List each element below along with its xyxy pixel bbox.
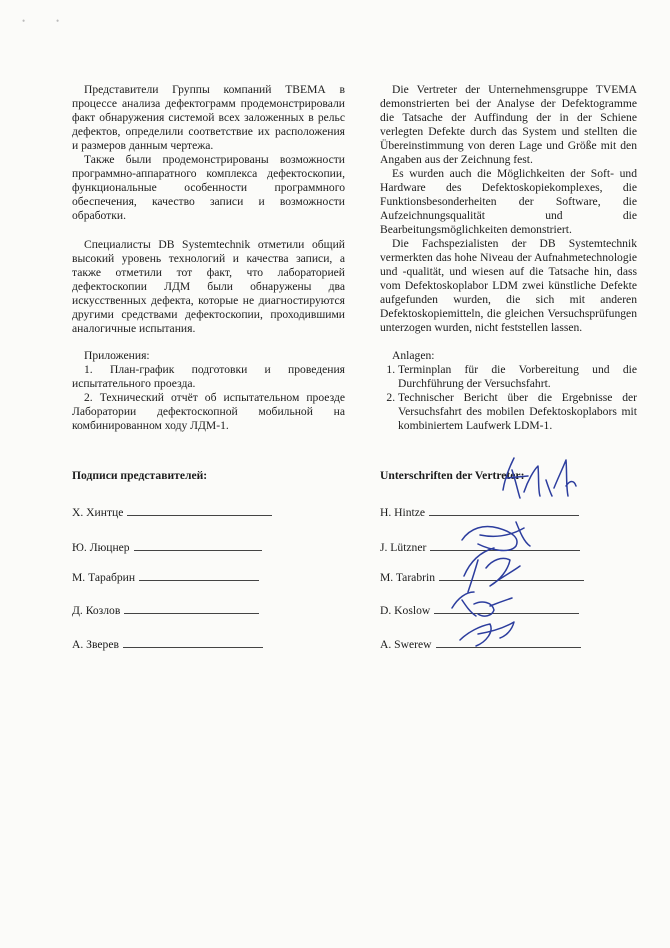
right-signature-line (380, 570, 584, 585)
right-attachments-list (380, 363, 637, 433)
right-attachment-2: 2. Technischer Bericht über die Ergebnisse der Versuchsfahrt des mobilen Defektoskoplabors mit kombiniertem Laufwerk LDM-1. (398, 391, 637, 433)
left-paragraph-3: Специалисты DB Systemtechnik отметили общий высокий уровень технологий и качества записи, а также отметили тот факт, что лабораторией дефектоскопии ЛДМ были обнаружены два искусственных дефекта, которые не диагностируются другими средствами дефектоскопии, проходившими аналогичные испытания. (72, 238, 345, 335)
signature-blank (139, 570, 259, 581)
signature-blank (429, 505, 579, 516)
signature-blank (439, 570, 584, 581)
right-paragraph-1: Die Vertreter der Unternehmensgruppe TVEMA demonstrierten bei der Analyse der Defektogramme die Tatsache der Auffindung der in der Schiene verlegten Defekte durch das System und stellten die Übereinstimmung von deren Lage und Größe mit den Angaben aus der Zeichnung fest. (380, 83, 637, 166)
left-attachments-title: Приложения: (84, 349, 150, 362)
left-column-body (72, 83, 345, 223)
left-signature-line (72, 540, 262, 555)
left-signature-line (72, 505, 272, 520)
right-signature-line (380, 603, 579, 618)
signatory-name: Ю. Люцнер (72, 541, 130, 554)
left-paragraph-3-block (72, 238, 345, 336)
right-attachments-title: Anlagen: (392, 349, 435, 362)
right-signature-line (380, 505, 579, 520)
signatory-name: M. Tarabrin (380, 571, 435, 584)
signature-blank (127, 505, 272, 516)
left-signatures-title: Подписи представителей: (72, 469, 208, 482)
signatory-name: Х. Хинтце (72, 506, 124, 519)
right-attachments (380, 349, 637, 433)
left-attachment-1: 1. План-график подготовки и проведения испытательного проезда. (72, 363, 345, 390)
signature-blank (123, 637, 263, 648)
left-attachment-2: 2. Технический отчёт об испытательном проезде Лаборатории дефектоскопной мобильной на комбинированном ходу ЛДМ-1. (72, 391, 345, 432)
left-paragraph-2: Также были продемонстрированы возможности программно-аппаратного комплекса дефектоскопии, функциональные особенности программного обеспечения, качество записи и возможности обработки. (72, 153, 345, 222)
signatory-name: А. Зверев (72, 638, 119, 651)
signature-blank (124, 603, 259, 614)
right-signatures-title-block (380, 469, 637, 483)
signatory-name: J. Lützner (380, 541, 427, 554)
right-signatures-title: Unterschriften der Vertreter: (380, 469, 525, 482)
left-signature-line (72, 637, 263, 652)
right-attachment-1: 1. Terminplan für die Vorbereitung und die Durchführung der Versuchsfahrt. (398, 363, 637, 391)
left-signature-line (72, 603, 259, 618)
signature-blank (134, 540, 262, 551)
left-attachments (72, 349, 345, 433)
signatory-name: М. Тарабрин (72, 571, 136, 584)
right-signature-line (380, 540, 580, 555)
left-signatures-title-block (72, 469, 345, 483)
signatory-name: A. Swerew (380, 638, 432, 651)
signature-blank (430, 540, 580, 551)
signatory-name: Д. Козлов (72, 604, 121, 617)
right-column-body (380, 83, 637, 335)
signature-blank (436, 637, 581, 648)
scan-mark: • (56, 16, 60, 26)
left-signature-line (72, 570, 259, 585)
scan-mark: • (22, 16, 26, 26)
signatory-name: H. Hintze (380, 506, 426, 519)
right-signature-line (380, 637, 581, 652)
left-paragraph-1: Представители Группы компаний ТВЕМА в процессе анализа дефектограмм продемонстрировали факт обнаружения системой всех заложенных в рельс дефектов, определили соответствие их расположения и размеров данным чертежа. (72, 83, 345, 152)
right-paragraph-2: Es wurden auch die Möglichkeiten der Soft- und Hardware des Defektoskopiekomplexes, die Funktionsbesonderheiten der Software, die Aufzeichnungsqualität und die Bearbeitungsmöglichkeiten demonstriert. (380, 167, 637, 236)
right-paragraph-3: Die Fachspezialisten der DB Systemtechnik vermerkten das hohe Niveau der Aufnahmetechnologie und -qualität, und wiesen auf die Tatsache hin, dass vom Defektoskoplabor LDM zwei künstliche Defekte aufgefunden wurden, die sich mit anderen Defektoskopiemitteln, die gleichen Versuchsprüfungen unterzogen wurden, nicht feststellen lassen. (380, 237, 637, 334)
signatory-name: D. Koslow (380, 604, 431, 617)
signature-blank (434, 603, 579, 614)
